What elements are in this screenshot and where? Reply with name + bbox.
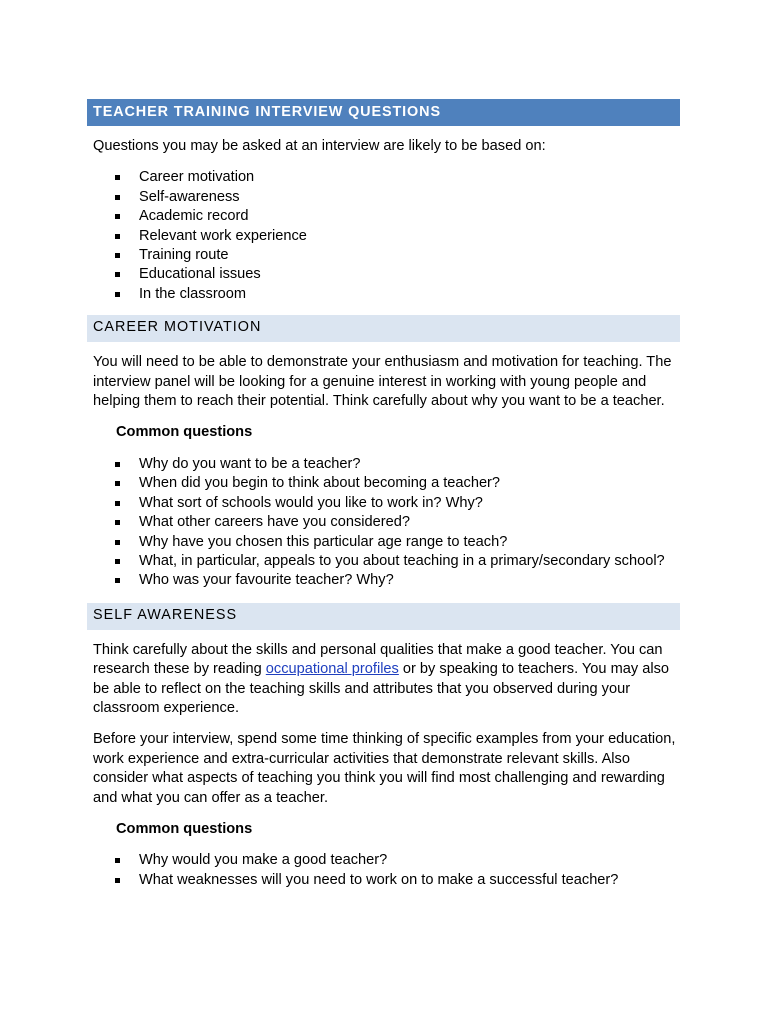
square-bullet-icon bbox=[115, 234, 120, 239]
square-bullet-icon bbox=[115, 559, 120, 564]
intro-paragraph: Questions you may be asked at an interview are likely to be based on: bbox=[93, 138, 546, 154]
list-item-text: What other careers have you considered? bbox=[139, 514, 410, 531]
list-item-text: In the classroom bbox=[139, 285, 247, 302]
list-item bbox=[87, 851, 680, 870]
list-item bbox=[87, 533, 680, 552]
list-item bbox=[87, 168, 680, 187]
list-item bbox=[87, 188, 680, 207]
common-questions-heading: Common questions bbox=[116, 424, 253, 441]
square-bullet-icon bbox=[115, 195, 120, 200]
square-bullet-icon bbox=[115, 462, 120, 467]
list-item bbox=[87, 246, 680, 265]
square-bullet-icon bbox=[115, 578, 120, 583]
square-bullet-icon bbox=[115, 520, 120, 525]
list-item-text: What, in particular, appeals to you about teaching in a primary/secondary school? bbox=[139, 552, 665, 569]
square-bullet-icon bbox=[115, 481, 120, 486]
list-item bbox=[87, 494, 680, 513]
list-item-text: Why have you chosen this particular age range to teach? bbox=[139, 533, 508, 550]
square-bullet-icon bbox=[115, 175, 120, 180]
square-bullet-icon bbox=[115, 540, 120, 545]
list-item-text: What weaknesses will you need to work on to make a successful teacher? bbox=[139, 871, 619, 888]
career-questions-list bbox=[87, 455, 680, 591]
document-page bbox=[87, 99, 680, 890]
document-title: TEACHER TRAINING INTERVIEW QUESTIONS bbox=[87, 99, 680, 126]
self-awareness-questions-list bbox=[87, 851, 680, 890]
career-motivation-paragraph: You will need to be able to demonstrate your enthusiasm and motivation for teaching. The interview panel will be looking for a genuine interest in working with young people and helping them to reach their potential. Think carefully about why you want to be a teacher. bbox=[93, 354, 672, 410]
square-bullet-icon bbox=[115, 858, 120, 863]
occupational-profiles-link[interactable]: occupational profiles bbox=[265, 661, 399, 678]
list-item bbox=[87, 474, 680, 493]
list-item-text: Educational issues bbox=[139, 266, 261, 283]
list-item bbox=[87, 552, 680, 571]
list-item bbox=[87, 207, 680, 226]
paragraph-text: or by speaking to teachers. You may also be able to reflect on the teaching skills and attributes that you observed during your classroom experience. bbox=[93, 661, 669, 716]
list-item-text: When did you begin to think about becoming a teacher? bbox=[139, 475, 501, 492]
common-questions-heading: Common questions bbox=[116, 820, 253, 837]
square-bullet-icon bbox=[115, 214, 120, 219]
list-item-text: Why do you want to be a teacher? bbox=[139, 455, 361, 472]
list-item-text: Self-awareness bbox=[139, 188, 240, 205]
list-item-text: What sort of schools would you like to work in? Why? bbox=[139, 494, 483, 511]
list-item-text: Relevant work experience bbox=[139, 227, 307, 244]
section-heading-career-motivation: CAREER MOTIVATION bbox=[87, 315, 680, 342]
square-bullet-icon bbox=[115, 292, 120, 297]
square-bullet-icon bbox=[115, 272, 120, 277]
list-item bbox=[87, 871, 680, 890]
section-heading-self-awareness: SELF AWARENESS bbox=[87, 603, 680, 630]
list-item-text: Training route bbox=[139, 247, 229, 264]
list-item-text: Academic record bbox=[139, 208, 249, 225]
self-awareness-paragraph-2: Before your interview, spend some time thinking of specific examples from your education, work experience and extra-curricular activities that demonstrate relevant skills. Also consider what aspects of teaching you think you will find most challenging and rewarding and what you can offer as a teacher. bbox=[93, 731, 676, 806]
square-bullet-icon bbox=[115, 878, 120, 883]
paragraph-text: Think carefully about the skills and personal qualities that make a good teacher. You can research these by reading bbox=[93, 641, 663, 678]
list-item-text: Who was your favourite teacher? Why? bbox=[139, 572, 394, 589]
list-item bbox=[87, 265, 680, 284]
list-item bbox=[87, 571, 680, 590]
list-item bbox=[87, 513, 680, 532]
list-item-text: Why would you make a good teacher? bbox=[139, 852, 388, 869]
self-awareness-paragraph-1 bbox=[87, 641, 680, 719]
list-item bbox=[87, 285, 680, 304]
topics-list bbox=[87, 168, 680, 304]
list-item bbox=[87, 227, 680, 246]
list-item bbox=[87, 455, 680, 474]
square-bullet-icon bbox=[115, 253, 120, 258]
square-bullet-icon bbox=[115, 501, 120, 506]
list-item-text: Career motivation bbox=[139, 169, 255, 186]
